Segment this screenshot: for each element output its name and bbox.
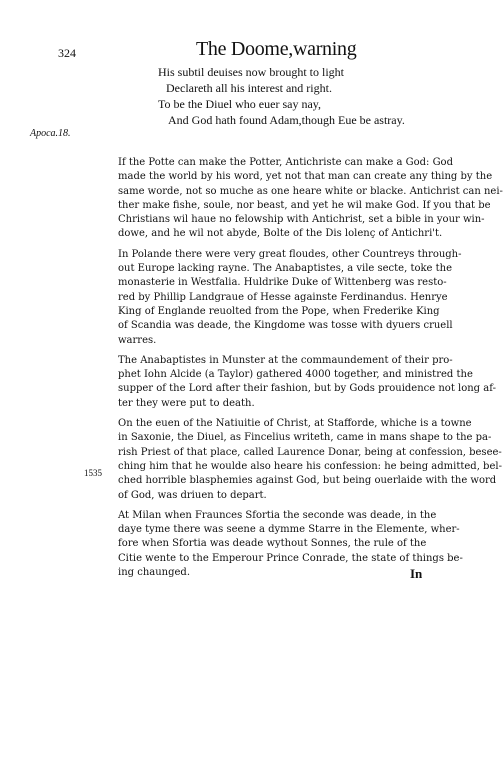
text-line: fore when Sfortia was deade wythout Sonnes, the rule of the [118,538,427,550]
text-line: of God, was driuen to depart. [118,489,267,501]
text-line: ching him that he woulde also heare his confession: he being admitted, bel- [118,460,502,472]
verse-line: And God hath found Adam,though Eue be astray. [168,113,405,127]
catchword: In [410,566,423,581]
body-text [118,156,503,586]
paragraph [118,417,502,503]
text-line: At Milan when Fraunces Sfortia the seconde was deade, in the [118,509,437,521]
verse-line: Declareth all his interest and right. [166,81,332,95]
paragraph [118,248,462,348]
text-line: red by Phillip Landgraue of Hesse againste Ferdinandus. Henrye [118,291,448,303]
text-line: In Polande there were very great floudes, other Countreys through- [118,248,462,260]
text-line: same worde, not so muche as one heare white or blacke. Antichrist can nei- [118,185,503,197]
text-line: out Europe lacking rayne. The Anabaptistes, a vile secte, toke the [118,263,453,275]
paragraph [118,156,503,242]
text-line: ing chaunged. [118,567,191,579]
text-line: ched horrible blasphemies against God, but being ouerlaide with the word [118,475,497,487]
text-line: rish Priest of that place, called Laurence Donar, being at confession, besee- [118,446,502,458]
text-line: King of Englande reuolted from the Pope, when Frederike King [118,305,440,317]
margin-note-year: 1535 [84,468,102,478]
text-line: daye tyme there was seene a dymme Starre in the Elemente, wher- [118,524,460,536]
margin-note-apoca: Apoca.18. [30,128,71,139]
text-line: warres. [118,334,157,346]
text-line: dowe, and he wil not abyde, Bolte of the Dis lolenç of Antichri't. [118,228,443,240]
running-head: The Doome,warning [196,38,357,60]
paragraph [118,354,496,411]
text-line: ter they were put to death. [118,397,255,409]
text-line: Citie wente to the Emperour Prince Conrade, the state of things be- [118,552,463,564]
text-line: ther make fishe, soule, nor beast, and yet he wil make God. If you that be [118,199,491,211]
text-line: phet Iohn Alcide (a Taylor) gathered 4000 together, and ministred the [118,369,473,381]
page-number: 324 [58,46,76,60]
verse-block [158,64,405,128]
text-line: supper of the Lord after their fashion, but by Gods prouidence not long af- [118,383,496,395]
paragraph [118,509,463,580]
text-line: in Saxonie, the Diuel, as Fincelius writeth, came in mans shape to the pa- [118,432,492,444]
text-line: monasterie in Westfalia. Huldrike Duke of Wittenberg was resto- [118,277,447,289]
text-line: The Anabaptistes in Munster at the commaundement of their pro- [118,354,453,366]
verse-line: To be the Diuel who euer say nay, [158,97,321,111]
text-line: On the euen of the Natiuitie of Christ, at Stafforde, whiche is a towne [118,418,472,430]
text-line: of Scandia was deade, the Kingdome was tosse with dyuers cruell [118,320,453,332]
text-line: made the world by his word, yet not that man can create any thing by the [118,171,493,183]
text-line: Christians wil haue no felowship with Antichrist, set a bible in your win- [118,214,485,226]
verse-line: His subtil deuises now brought to light [158,65,344,79]
text-line: If the Potte can make the Potter, Antichriste can make a God: God [118,157,453,168]
